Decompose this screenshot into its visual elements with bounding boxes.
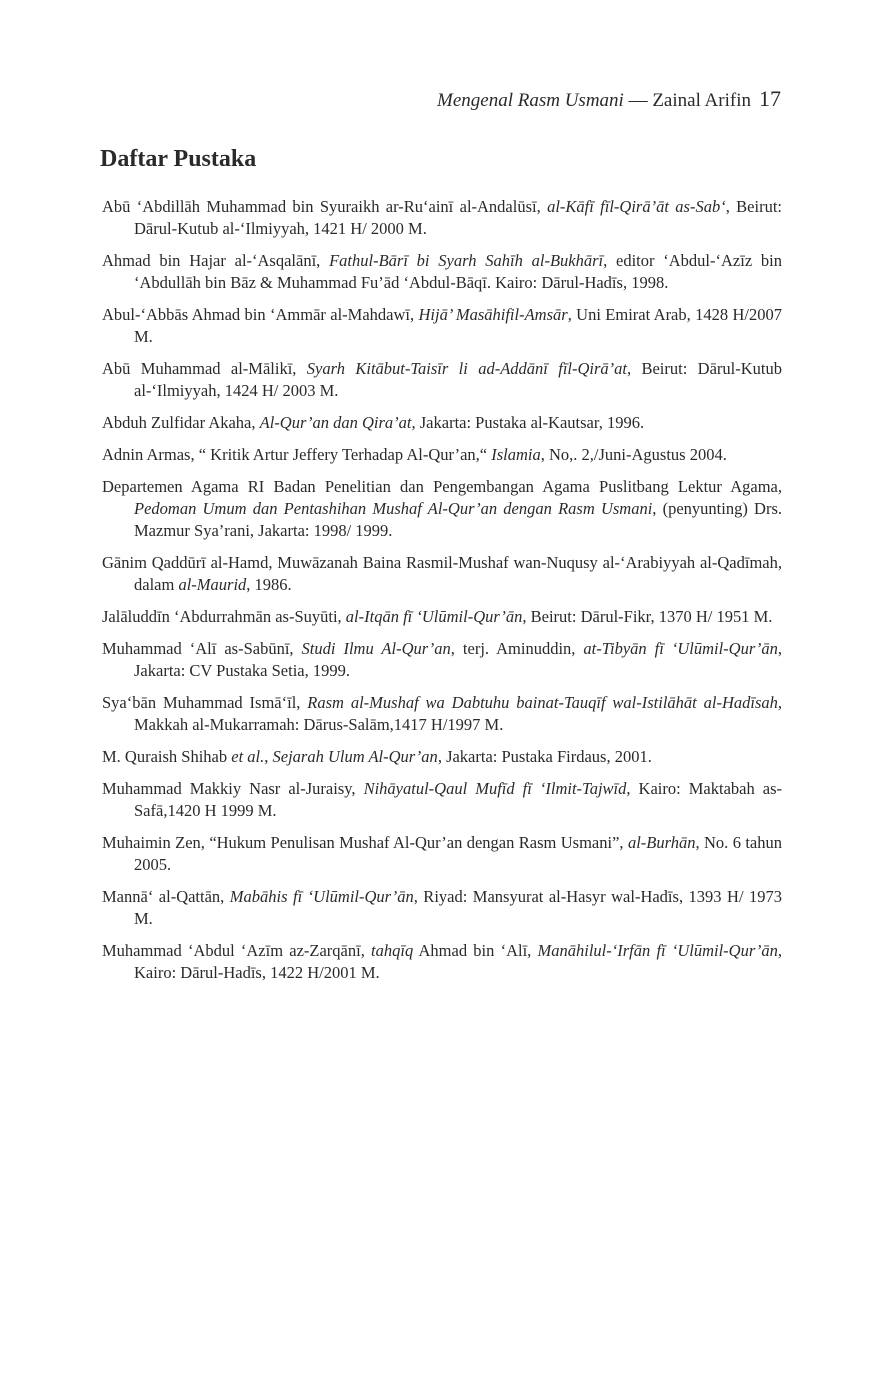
reference-text: , No,. 2,/Juni-Agustus 2004.	[540, 445, 727, 464]
reference-entry	[102, 444, 782, 466]
reference-title: al-Maurid	[178, 575, 247, 594]
reference-entry	[102, 412, 782, 434]
running-header	[437, 86, 781, 112]
reference-text: , Jakarta: Pustaka al-Kautsar, 1996.	[411, 413, 645, 432]
author-name: Zainal Arifin	[652, 90, 751, 111]
reference-title: Hijā’ Masāhifil-Amsār	[418, 305, 568, 324]
reference-entry	[102, 606, 782, 628]
reference-text: Muhaimin Zen, “Hukum Penulisan Mushaf Al-Qur’an dengan Rasm Usmani”,	[102, 833, 628, 852]
reference-title: Rasm al-Mushaf wa Dabtuhu bainat-Tauqīf wal-Istilāhāt al-Hadīsah	[307, 693, 778, 712]
reference-entry	[102, 304, 782, 348]
reference-text: , Makkah al-Mukarramah: Dārus-Salām,1417 H/1997 M.	[134, 693, 782, 734]
reference-text: , Jakarta: CV Pustaka Setia, 1999.	[134, 639, 782, 680]
reference-title: Islamia	[491, 445, 541, 464]
reference-title: Syarh Kitābut-Taisīr li ad-Addānī fīl-Qirā’at	[306, 359, 627, 378]
page-number: 17	[759, 86, 781, 111]
reference-text: , Beirut: Dārul-Kutub al-‘Ilmiyyah, 1421 H/ 2000 M.	[134, 197, 782, 238]
reference-text: , Riyad: Mansyurat al-Hasyr wal-Hadīs, 1393 H/ 1973 M.	[134, 887, 783, 928]
reference-title: Pedoman Umum dan Pentashihan Mushaf Al-Qur’an dengan Rasm Usmani	[134, 499, 653, 518]
reference-title: Manāhilul-‘Irfān fī ‘Ulūmil-Qur’ān	[537, 941, 778, 960]
reference-entry	[102, 250, 782, 294]
reference-entry	[102, 940, 782, 984]
reference-text: Abū ‘Abdillāh Muhammad bin Syuraikh ar-Ru‘ainī al-Andalūsī,	[102, 197, 548, 216]
reference-title: al-Burhān	[627, 833, 696, 852]
reference-text: Gānim Qaddūrī al-Hamd, Muwāzanah Baina Rasmil-Mushaf wan-Nuqusy al-‘Arabiyyah al-Qadīmah, dalam	[102, 553, 782, 594]
reference-text: Abul-‘Abbās Ahmad bin ‘Ammār al-Mahdawī,	[102, 305, 419, 324]
reference-title: al-Kāfī fīl-Qirā’āt as-Sab‘	[547, 197, 726, 216]
book-title: Mengenal Rasm Usmani	[437, 90, 624, 111]
reference-text: , Kairo: Maktabah as-Safā,1420 H 1999 M.	[134, 779, 782, 820]
reference-text: Abduh Zulfidar Akaha,	[102, 413, 260, 432]
reference-text: , Jakarta: Pustaka Firdaus, 2001.	[437, 747, 652, 766]
reference-text: Departemen Agama RI Badan Penelitian dan Pengembangan Agama Puslitbang Lektur Agama,	[102, 477, 782, 496]
reference-entry	[102, 358, 782, 402]
reference-entry	[102, 196, 782, 240]
reference-title: Studi Ilmu Al-Qur’an	[301, 639, 451, 658]
reference-text: Ahmad bin Hajar al-‘Asqalānī,	[102, 251, 330, 270]
reference-list	[102, 196, 782, 994]
reference-title: Al-Qur’an dan Qira’at	[259, 413, 412, 432]
reference-text: , 1986.	[246, 575, 292, 594]
reference-text: Muhammad Makkiy Nasr al-Juraisy,	[102, 779, 364, 798]
reference-text: Abū Muhammad al-Mālikī,	[102, 359, 307, 378]
reference-text: , Kairo: Dārul-Hadīs, 1422 H/2001 M.	[134, 941, 782, 982]
reference-text: Mannā‘ al-Qattān,	[102, 887, 230, 906]
reference-text: Muhammad ‘Alī as-Sabūnī,	[102, 639, 302, 658]
reference-text: Muhammad ‘Abdul ‘Azīm az-Zarqānī,	[102, 941, 372, 960]
reference-text: , No. 6 tahun 2005.	[134, 833, 783, 874]
reference-text: M. Quraish Shihab	[102, 747, 232, 766]
section-title: Daftar Pustaka	[100, 146, 257, 172]
reference-entry	[102, 638, 782, 682]
reference-text: , Beirut: Dārul-Kutub al-‘Ilmiyyah, 1424 H/ 2003 M.	[134, 359, 782, 400]
reference-title: Fathul-Bārī bi Syarh Sahīh al-Bukhārī	[329, 251, 604, 270]
reference-entry	[102, 746, 782, 768]
reference-text: , (penyunting) Drs. Mazmur Sya’rani, Jakarta: 1998/ 1999.	[134, 499, 782, 540]
reference-title: tahqīq	[371, 941, 414, 960]
reference-entry	[102, 552, 782, 596]
reference-text: ,	[264, 747, 273, 766]
reference-title: at-Tibyān fī ‘Ulūmil-Qur’ān	[583, 639, 778, 658]
reference-title: Sejarah Ulum Al-Qur’an	[272, 747, 438, 766]
reference-text: Jalāluddīn ‘Abdurrahmān as-Suyūti,	[102, 607, 346, 626]
reference-text: , terj. Aminuddin,	[450, 639, 584, 658]
reference-title: et al.	[231, 747, 265, 766]
reference-entry	[102, 692, 782, 736]
reference-entry	[102, 476, 782, 542]
reference-text: Sya‘bān Muhammad Ismā‘īl,	[102, 693, 308, 712]
reference-text: Ahmad bin ‘Alī,	[413, 941, 538, 960]
header-separator: —	[623, 90, 653, 111]
reference-text: , editor ‘Abdul-‘Azīz bin ‘Abdullāh bin Bāz & Muhammad Fu’ād ‘Abdul-Bāqī. Kairo: Dārul-Hadīs, 1998.	[134, 251, 783, 292]
reference-text: , Uni Emirat Arab, 1428 H/2007 M.	[134, 305, 782, 346]
reference-title: Nihāyatul-Qaul Mufīd fī ‘Ilmit-Tajwīd	[363, 779, 627, 798]
reference-entry	[102, 832, 782, 876]
reference-text: Adnin Armas, “ Kritik Artur Jeffery Terhadap Al-Qur’an,“	[102, 445, 492, 464]
reference-entry	[102, 778, 782, 822]
reference-entry	[102, 886, 782, 930]
reference-text: , Beirut: Dārul-Fikr, 1370 H/ 1951 M.	[522, 607, 773, 626]
reference-title: al-Itqān fī ‘Ulūmil-Qur’ān	[345, 607, 523, 626]
reference-title: Mabāhis fī ‘Ulūmil-Qur’ān	[229, 887, 414, 906]
